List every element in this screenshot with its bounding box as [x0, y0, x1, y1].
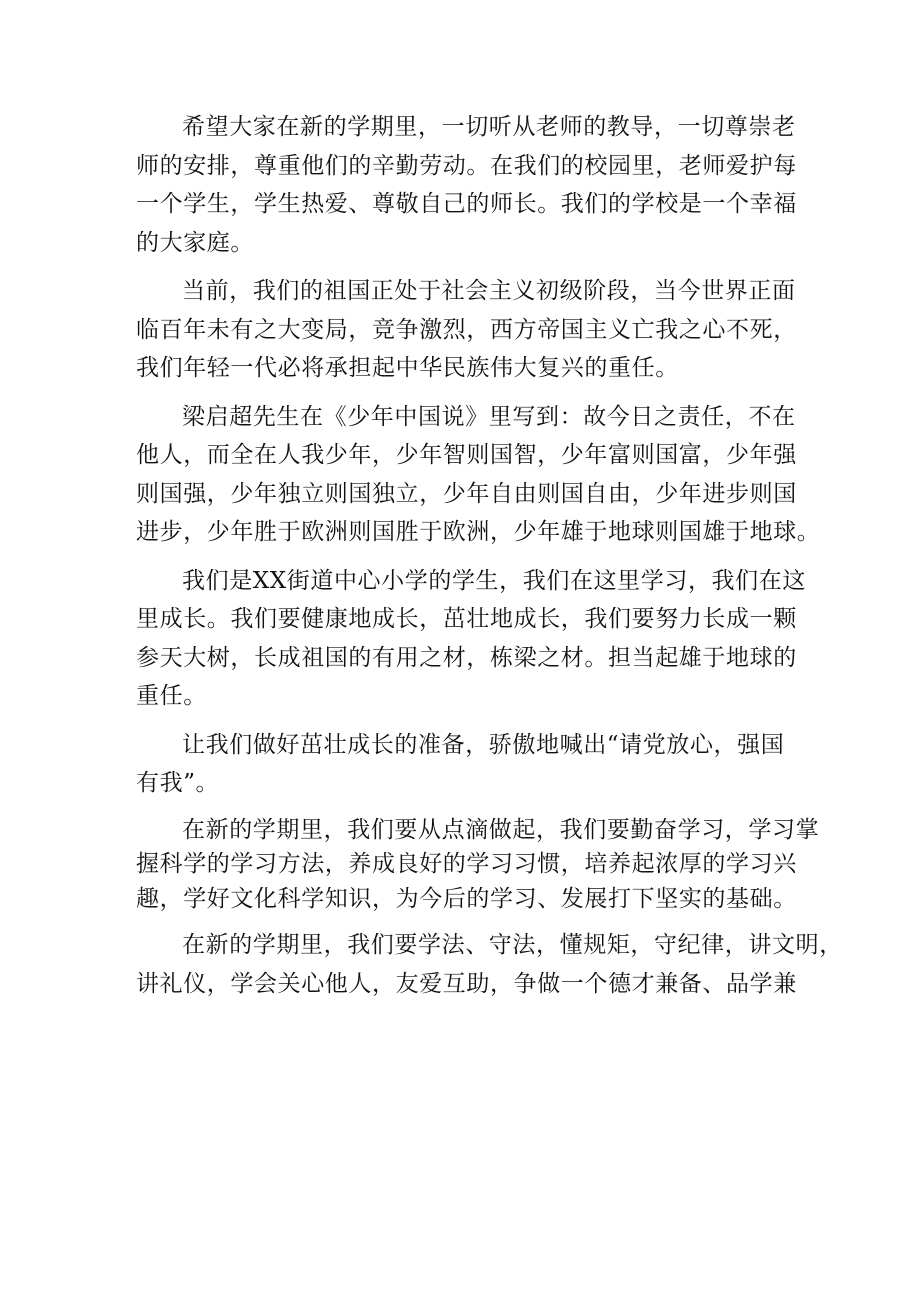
text-line: 的大家庭。 [136, 229, 254, 256]
paragraph-our-school [136, 562, 806, 716]
text-line: 讲礼仪，学会关心他人，友爱互助，争做一个德才兼备、品学兼 [136, 970, 797, 997]
text-line: 让我们做好茁壮成长的准备，骄傲地喊出“请党放心，强国 [182, 731, 785, 758]
paragraph-law-and-manners [136, 926, 843, 1003]
text-line: 当前，我们的祖国正处于社会主义初级阶段，当今世界正面 [182, 278, 796, 304]
text-line: 握科学的学习方法，养成良好的学习习惯，培养起浓厚的学习兴 [136, 851, 797, 877]
text-line: 进步，少年胜于欧洲则国胜于欧洲，少年雄于地球则国雄于地球。 [136, 519, 821, 545]
text-line: 临百年未有之大变局，竞争激烈，西方帝国主义亡我之心不死， [136, 316, 797, 343]
text-line: 重任。 [136, 683, 207, 709]
paragraph-pledge [136, 726, 788, 803]
text-line: 则国强，少年独立则国独立，少年自由则国自由，少年进步则国 [136, 480, 797, 507]
text-line: 希望大家在新的学期里，一切听从老师的教导，一切尊崇老 [182, 114, 796, 140]
text-line: 趣，学好文化科学知识，为今后的学习、发展打下坚实的基础。 [136, 885, 797, 912]
paragraph-welcome [136, 108, 797, 262]
document-body [136, 108, 843, 1013]
paragraph-diligent-study [136, 813, 820, 917]
text-line: 里成长。我们要健康地成长，茁壮地成长，我们要努力长成一颗 [136, 606, 797, 632]
text-line: 一个学生，学生热爱、尊敬自己的师长。我们的学校是一个幸福 [136, 191, 797, 217]
paragraph-liang-qichao-quote [136, 398, 821, 552]
text-line: 有我”。 [136, 770, 220, 796]
text-line: 我们是XX街道中心小学的学生，我们在这里学习，我们在这 [182, 567, 806, 594]
text-line: 在新的学期里，我们要从点滴做起，我们要勤奋学习，学习掌 [182, 816, 820, 843]
paragraph-current-era [136, 272, 797, 388]
text-line: 梁启超先生在《少年中国说》里写到：故今日之责任，不在 [182, 403, 796, 430]
text-line: 他人，而全在人我少年，少年智则国智，少年富则国富，少年强 [136, 442, 797, 468]
text-line: 参天大树，长成祖国的有用之材，栋梁之材。担当起雄于地球的 [136, 644, 797, 671]
text-line: 师的安排，尊重他们的辛勤劳动。在我们的校园里，老师爱护每 [136, 152, 797, 179]
text-line: 在新的学期里，我们要学法、守法，懂规矩，守纪律，讲文明， [182, 932, 843, 958]
text-line: 我们年轻一代必将承担起中华民族伟大复兴的重任。 [136, 355, 679, 381]
